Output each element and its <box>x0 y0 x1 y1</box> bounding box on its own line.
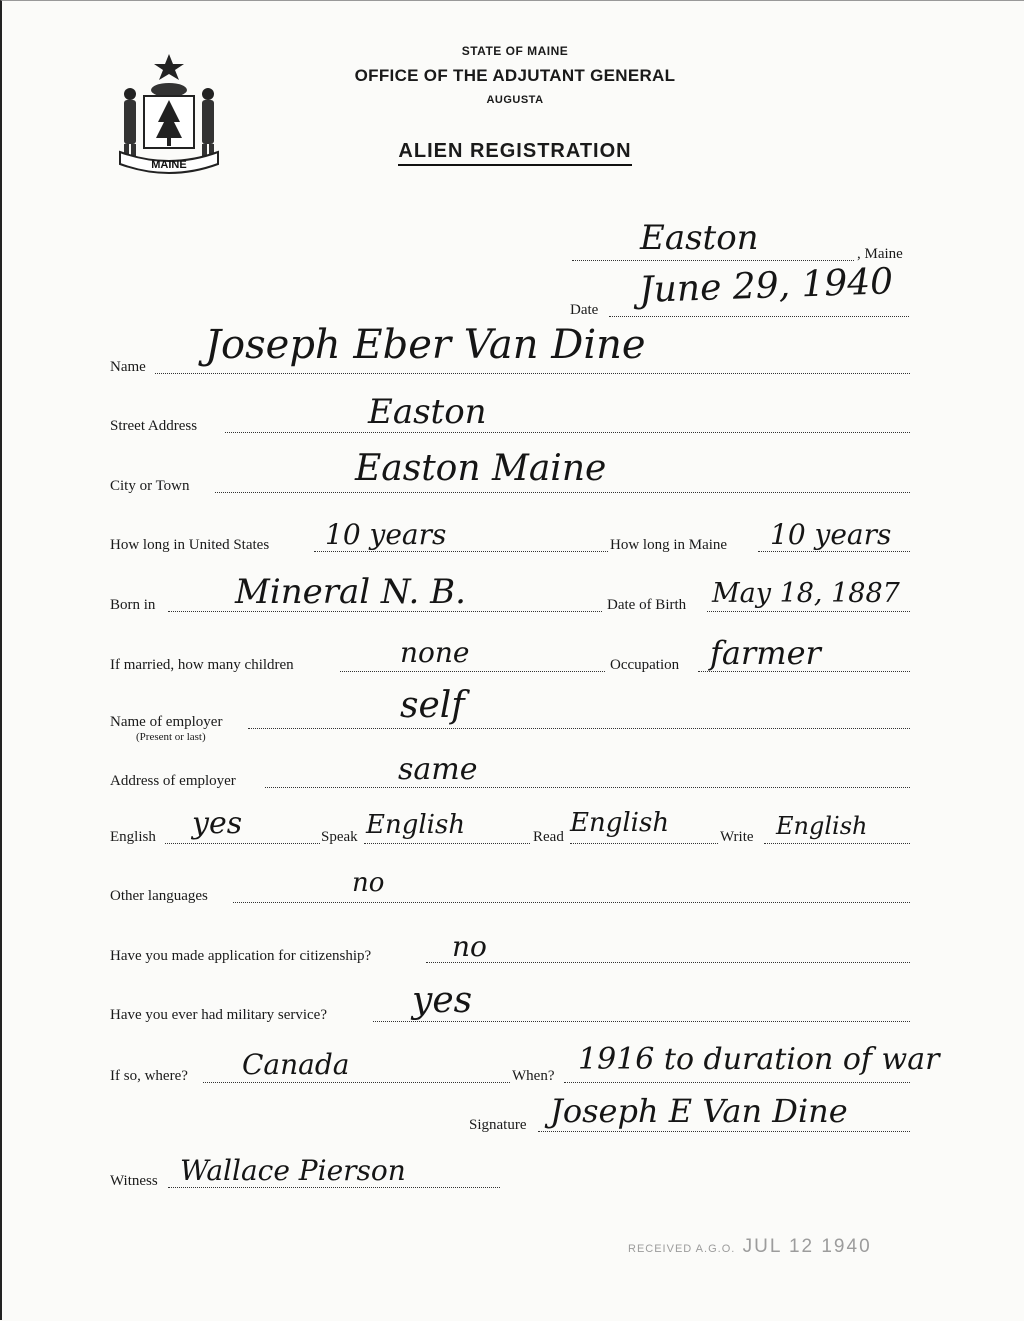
received-stamp <box>628 1236 872 1258</box>
english-label: English <box>110 829 156 845</box>
maine-label: , Maine <box>857 246 903 262</box>
born-in-label: Born in <box>110 597 156 613</box>
military-value[interactable]: yes <box>412 980 473 1021</box>
born-in-value[interactable]: Mineral N. B. <box>235 572 466 612</box>
occupation-label: Occupation <box>610 657 680 673</box>
read-label: Read <box>533 829 564 845</box>
other-languages-label: Other languages <box>110 888 208 904</box>
english-value[interactable]: yes <box>192 806 243 841</box>
citizenship-line <box>426 962 910 963</box>
employer-address-line <box>265 787 910 788</box>
write-line <box>764 843 910 844</box>
street-label: Street Address <box>110 418 198 434</box>
witness-label: Witness <box>110 1173 158 1189</box>
read-value[interactable]: English <box>570 808 670 838</box>
employer-name-label: Name of employer <box>110 714 223 730</box>
signature-line <box>538 1131 910 1132</box>
dob-line <box>707 611 910 612</box>
how-long-us-line <box>314 551 608 552</box>
received-stamp-date: JUL 12 1940 <box>742 1236 872 1257</box>
state-heading: STATE OF MAINE <box>461 44 569 58</box>
name-value[interactable]: Joseph Eber Van Dine <box>205 322 646 368</box>
form-title <box>250 140 780 163</box>
how-long-maine-line <box>758 551 910 552</box>
office-heading: OFFICE OF THE ADJUTANT GENERAL <box>354 66 676 85</box>
date-value[interactable]: June 29, 1940 <box>638 261 894 311</box>
citizenship-label: Have you made application for citizenship? <box>110 948 372 964</box>
employer-name-line <box>248 728 910 729</box>
signature-value[interactable]: Joseph E Van Dine <box>550 1092 848 1130</box>
name-label: Name <box>110 359 146 375</box>
date-label: Date <box>570 302 599 318</box>
speak-line <box>364 843 530 844</box>
signature-label: Signature <box>469 1117 527 1133</box>
city-line <box>215 492 910 493</box>
when-line <box>564 1082 910 1083</box>
form-title-text: ALIEN REGISTRATION <box>398 140 631 166</box>
how-long-us-label: How long in United States <box>110 537 270 553</box>
children-value[interactable]: none <box>400 636 470 669</box>
where-value[interactable]: Canada <box>242 1048 350 1081</box>
military-label: Have you ever had military service? <box>110 1007 327 1023</box>
maine-seal-icon <box>114 52 224 177</box>
where-label: If so, where? <box>110 1068 188 1084</box>
when-label: When? <box>512 1068 555 1084</box>
city-label: City or Town <box>110 478 190 494</box>
dob-value[interactable]: May 18, 1887 <box>712 578 900 609</box>
military-line <box>373 1021 910 1022</box>
other-languages-line <box>233 902 910 903</box>
speak-label: Speak <box>321 829 358 845</box>
how-long-maine-value[interactable]: 10 years <box>770 518 892 551</box>
employer-address-value[interactable]: same <box>398 752 478 787</box>
write-label: Write <box>720 829 754 845</box>
citizenship-value[interactable]: no <box>452 930 487 963</box>
employer-name-value[interactable]: self <box>400 685 465 726</box>
speak-value[interactable]: English <box>366 810 466 840</box>
how-long-maine-label: How long in Maine <box>610 537 728 553</box>
employer-address-label: Address of employer <box>110 773 236 789</box>
street-line <box>225 432 910 433</box>
city-value[interactable]: Easton Maine <box>355 448 607 489</box>
dob-label: Date of Birth <box>607 597 687 613</box>
received-stamp-prefix: RECEIVED A.G.O. <box>628 1243 736 1255</box>
children-line <box>340 671 605 672</box>
street-value[interactable]: Easton <box>368 392 487 432</box>
where-line <box>203 1082 510 1083</box>
date-line <box>609 316 909 317</box>
employer-note-label: (Present or last) <box>136 731 206 743</box>
town-line <box>572 260 854 261</box>
english-line <box>165 843 320 844</box>
write-value[interactable]: English <box>776 812 868 840</box>
witness-value[interactable]: Wallace Pierson <box>180 1154 406 1187</box>
city-heading: AUGUSTA <box>486 94 544 106</box>
children-label: If married, how many children <box>110 657 294 673</box>
when-value[interactable]: 1916 to duration of war <box>578 1042 940 1077</box>
seal-banner-text: MAINE <box>151 159 187 171</box>
witness-line <box>168 1187 500 1188</box>
name-line <box>155 373 910 374</box>
town-value[interactable]: Easton <box>640 218 759 258</box>
occupation-value[interactable]: farmer <box>710 634 821 672</box>
other-languages-value[interactable]: no <box>352 868 385 898</box>
read-line <box>570 843 718 844</box>
how-long-us-value[interactable]: 10 years <box>325 518 447 551</box>
